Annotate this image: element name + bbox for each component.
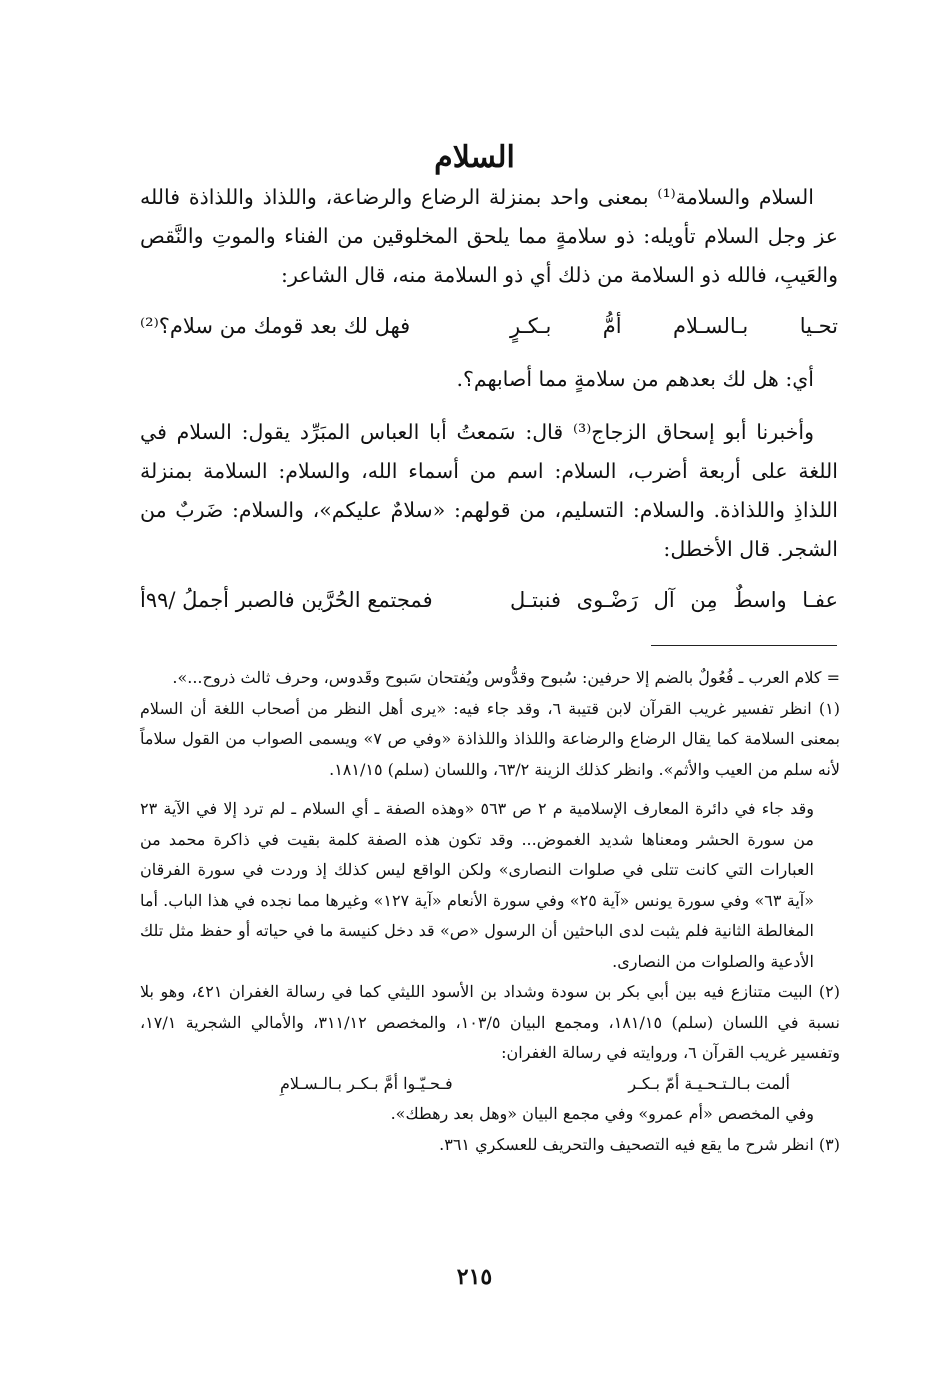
footnote-2: (٢) البيت متنازع فيه بين أبي بكر بن سودة وشداد بن الأسود الليثي كما في رسالة الغفران ٤٢١، وهو بلا نسبة في اللسان (سلم) ١٨١/١٥، ومجمع البيان ١٠٣/٥، والمخصص ٣١١/١٢، والأمالي الشجرية ١٧/١، وتفسير غريب القرآن ٦، وروايته في رسالة الغفران: [140, 982, 841, 1062]
verse-2-first-hemistich: عفـا واسطٌ مِن آل رَضْـوى فنبتـل [509, 588, 838, 612]
footnote-divider [651, 645, 837, 646]
paragraph-1: السلام والسلامة⁽¹⁾ بمعنى واحد بمنزلة الرضاع والرضاعة، واللذاذ واللذاذة فالله عز وجل السلام تأويله: ذو سلامةٍ مما يلحق المخلوقين من الفناء والموتِ والنَّقص والعَيبِ، فالله ذو السلامة من ذلك أي ذو السلامة منه، قال الشاعر: [140, 185, 838, 287]
verse-1-second-hemistich: فهل لك بعد قومك من سلام؟⁽²⁾ [140, 314, 411, 338]
footnote-verse-first-hemistich: ألمت بـالـتـحـيـة أمّ بـكـر [628, 1073, 790, 1093]
footnote-1-continued: وقد جاء في دائرة المعارف الإسلامية م ٢ ص ٥٦٣ «وهذه الصفة ـ أي السلام ـ لم ترد إلا في الآية ٢٣ من سورة الحشر ومعناها شديد الغموض... وقد تكون هذه الصفة كلمة بقيت في ذاكرة محمد من العبارات التي كانت تتلى في صلوات النصارى» ولكن الواقع ليس كذلك إذ وردت في سورة الفرقان «آية ٦٣» وفي سورة يونس «آية ٢٥» وفي سورة الأنعام «آية ١٢٧» وغيرها مما نجده في هذا الباب. أما المغالطة الثانية فلم يثبت لدى الباحثين أن الرسول «ص» قد دخل كنيسة ما في حياته أو حفظ مثل تلك الأدعية والصلوات من النصارى. [140, 799, 815, 971]
main-text [140, 178, 838, 620]
page-number: ٢١٥ [456, 1264, 493, 1290]
footnote-3: (٣) انظر شرح ما يقع فيه التصحيف والتحريف للعسكري ٣٦١. [439, 1134, 840, 1154]
verse-2-second-hemistich: فمجتمع الحُرَّين فالصبر أجملُ /٩٩أ [140, 588, 433, 612]
footnote-2-variant: وفي المخصص «أم عمرو» وفي مجمع البيان «وهل بعد رهطك». [390, 1104, 814, 1123]
page-title: السلام [434, 140, 515, 175]
verse-1-first-hemistich: تحـيا بـالسـلام أمُّ بـكـرٍ [509, 314, 838, 338]
footnotes [140, 663, 840, 1160]
poem-verse-2 [140, 581, 838, 620]
paragraph-3: وأخبرنا أبو إسحاق الزجاج⁽³⁾ قال: سَمعتُ أبا العباس المبَرِّد يقول: السلام في اللغة على أربعة أضرب، السلام: اسم من أسماء الله، والسلام: السلامة بمنزلة اللذاذِ واللذاذة. والسلام: التسليم، من قولهم: «سلامٌ عليكم»، والسلام: ضَربٌ من الشجر. قال الأخطل: [140, 420, 838, 561]
footnote-continuation: = كلام العرب ـ فُعُولٌ بالضم إلا حرفين: سُبوح وقدُّوس ويُفتحان سَبوح وقَدوس، وحرف ثالث ذروح...». [172, 668, 840, 687]
footnote-1: (١) انظر تفسير غريب القرآن لابن قتيبة ٦، وقد جاء فيه: «يرى أهل النظر من أصحاب اللغة أن السلام بمعنى السلامة كما يقال الرضاع والرضاعة واللذاذ واللذاذة «وفي ص ٧» ويسمى الصواب من القول سلاماً لأنه سلم من العيب والأثم». وانظر كذلك الزينة ٦٣/٢، واللسان (سلم) ١٨١/١٥. [140, 698, 841, 779]
poem-verse-1 [140, 307, 838, 346]
paragraph-2: أي: هل لك بعدهم من سلامةٍ مما أصابهم؟. [456, 367, 814, 391]
footnote-verse-second-hemistich: فـحـيّـوا أمَّ بـكـر بـالـسـلامِ [280, 1073, 453, 1093]
footnote-2-verse [140, 1069, 840, 1100]
